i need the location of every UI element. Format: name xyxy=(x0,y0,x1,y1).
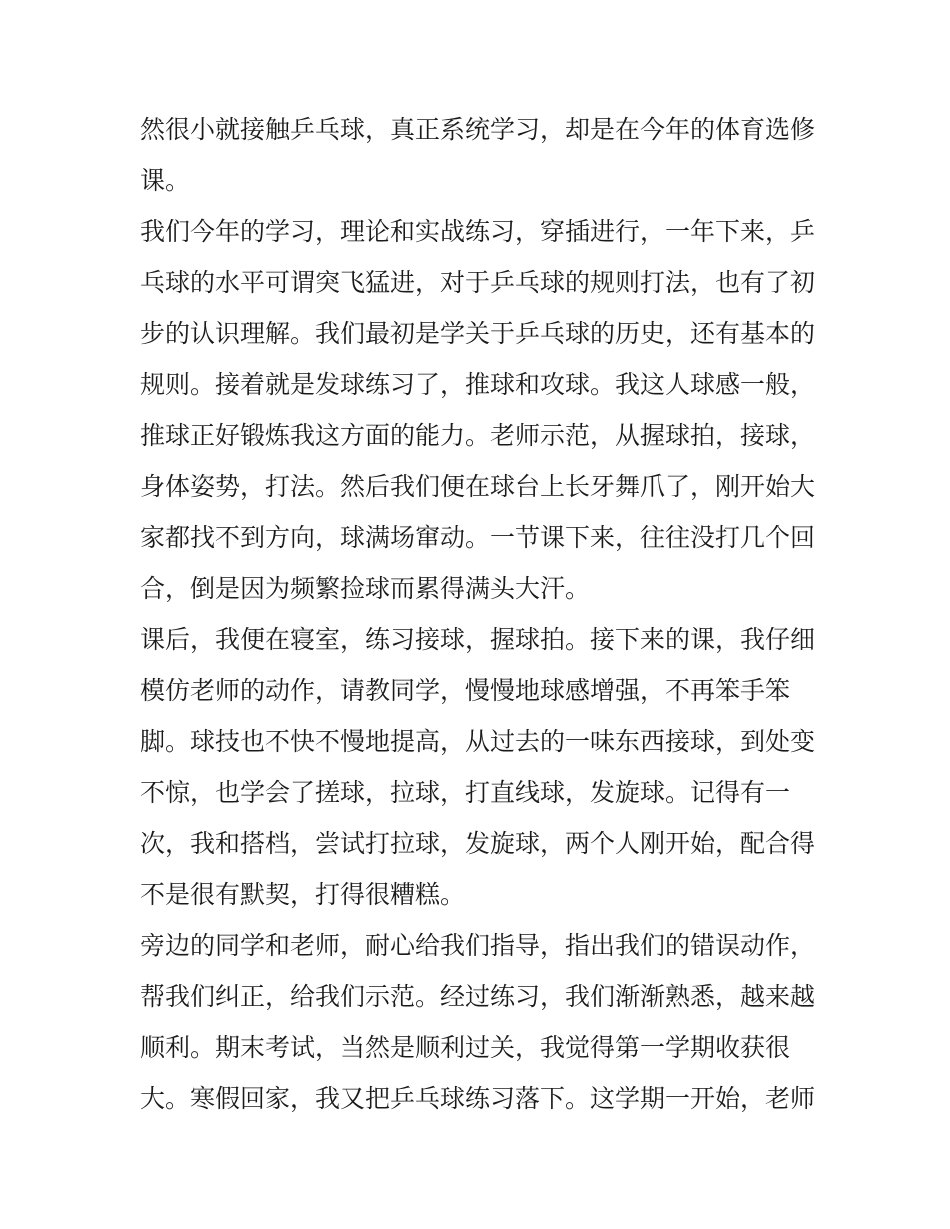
text-line: 我们今年的学习，理论和实战练习，穿插进行，一年下来，乒 xyxy=(140,217,816,246)
text-line: 旁边的同学和老师，耐心给我们指导，指出我们的错误动作， xyxy=(140,931,816,960)
text-line: 家都找不到方向，球满场窜动。一节课下来，往往没打几个回 xyxy=(140,523,816,552)
text-line: 不是很有默契，打得很糟糕。 xyxy=(140,880,466,909)
text-line: 帮我们纠正，给我们示范。经过练习，我们渐渐熟悉，越来越 xyxy=(140,982,816,1011)
text-line: 然很小就接触乒乓球，真正系统学习，却是在今年的体育选修 xyxy=(140,115,816,144)
text-line: 大。寒假回家，我又把乒乓球练习落下。这学期一开始，老师 xyxy=(140,1084,816,1113)
text-line: 课。 xyxy=(140,166,191,195)
text-line: 推球正好锻炼我这方面的能力。老师示范，从握球拍，接球， xyxy=(140,421,816,450)
text-line: 步的认识理解。我们最初是学关于乒乓球的历史，还有基本的 xyxy=(140,319,816,348)
text-line: 模仿老师的动作，请教同学，慢慢地球感增强，不再笨手笨 xyxy=(140,676,791,705)
text-line: 不惊，也学会了搓球，拉球，打直线球，发旋球。记得有一 xyxy=(140,778,791,807)
text-line: 身体姿势，打法。然后我们便在球台上长牙舞爪了，刚开始大 xyxy=(140,472,816,501)
text-line: 规则。接着就是发球练习了，推球和攻球。我这人球感一般， xyxy=(140,370,816,399)
text-line: 合，倒是因为频繁捡球而累得满头大汗。 xyxy=(140,574,591,603)
text-line: 乓球的水平可谓突飞猛进，对于乒乓球的规则打法，也有了初 xyxy=(140,268,816,297)
text-line: 次，我和搭档，尝试打拉球，发旋球，两个人刚开始，配合得 xyxy=(140,829,816,858)
body-text xyxy=(140,104,820,1124)
text-line: 顺利。期末考试，当然是顺利过关，我觉得第一学期收获很 xyxy=(140,1033,791,1062)
text-line: 脚。球技也不快不慢地提高，从过去的一味东西接球，到处变 xyxy=(140,727,816,756)
text-line: 课后，我便在寝室，练习接球，握球拍。接下来的课，我仔细 xyxy=(140,625,816,654)
